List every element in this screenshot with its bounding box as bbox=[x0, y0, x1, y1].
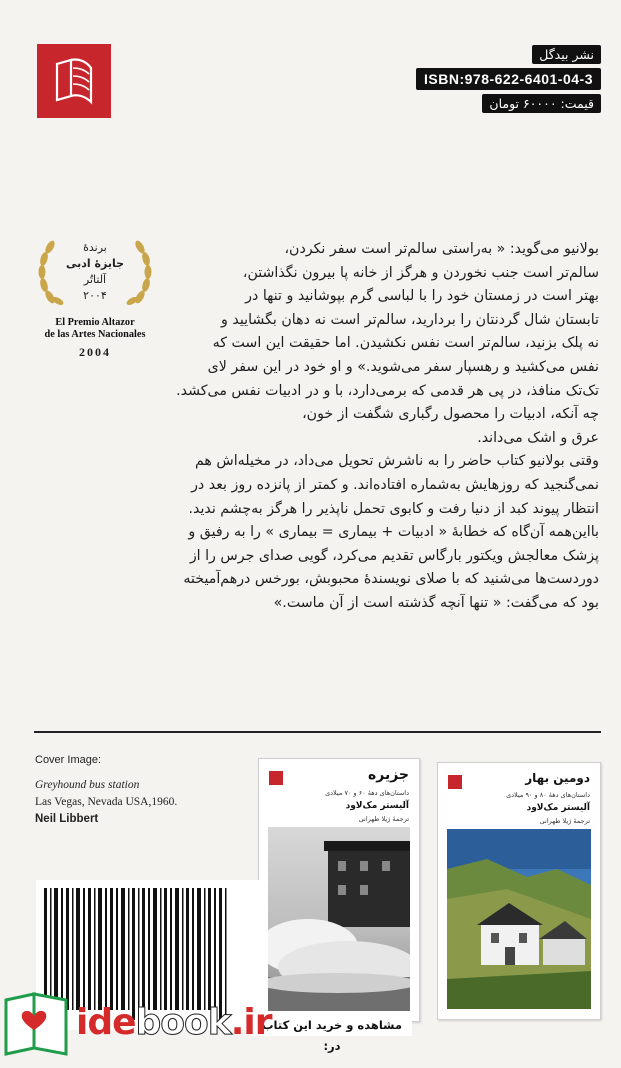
award-fa-year: ۲۰۰۴ bbox=[83, 289, 107, 302]
book-heart-icon bbox=[0, 986, 74, 1060]
credit-title: Greyhound bus station bbox=[35, 779, 140, 791]
related-book-island bbox=[258, 758, 420, 1022]
seaside-house-illustration bbox=[447, 829, 591, 1009]
credit-place: Las Vegas, Nevada USA,1960. bbox=[35, 796, 178, 808]
book-title: جزیره bbox=[367, 767, 409, 783]
credit-heading: Cover Image: bbox=[35, 754, 102, 766]
publisher-info bbox=[416, 45, 601, 113]
award-fa-line3: آلتاتُر bbox=[83, 273, 107, 286]
stormy-house-illustration bbox=[268, 827, 410, 1011]
blurb-line: بااین‌همه آن‌گاه که خطابهٔ « ادبیات + بیماری = بیماری » را به رفیق و bbox=[188, 524, 599, 541]
idebook-logo[interactable] bbox=[0, 978, 272, 1068]
book-translator: ترجمۀ ژیلا طهرانی bbox=[539, 817, 590, 825]
blurb-line: بود که می‌گفت: « تنها آنچه گذشته است از آن ماست.» bbox=[273, 594, 599, 611]
book-translator: ترجمۀ ژیلا طهرانی bbox=[358, 815, 409, 823]
blurb-line: نفس می‌کشید و رهسپار سفر می‌شوید.» و او خود در این سفر لای bbox=[207, 358, 599, 375]
divider-rule bbox=[34, 731, 601, 733]
book-cover-photo bbox=[447, 829, 591, 1009]
blurb-line: عرق و اشک می‌داند. bbox=[477, 429, 599, 446]
award-year: 2004 bbox=[79, 345, 111, 359]
blurb-line: انتظار پیوند کبد از دنیا رفت و کابوی تحمل ناپذیر را هرگز به‌چشم ندید. bbox=[188, 500, 599, 517]
isbn: ISBN:978-622-6401-04-3 bbox=[416, 68, 601, 90]
award-es-line1: El Premio Altazor bbox=[55, 317, 135, 328]
blurb-line: تابستان شال گردنتان را بردارید، سالم‌تر است نه دهان بگشایید و bbox=[221, 311, 599, 328]
publisher-mark-icon bbox=[269, 771, 283, 785]
award-fa-line1: برندۀ bbox=[83, 241, 107, 254]
blurb-line: بهتر است در زمستان خود را با لباسی گرم بپوشانید و تنها در bbox=[245, 288, 599, 305]
book-fan-icon bbox=[51, 56, 97, 106]
blurb-line: چه آنکه، ادبیات را محصول رگباری شگفت از خون، bbox=[302, 406, 599, 423]
idebook-prefix: ide bbox=[76, 1002, 136, 1043]
book-subtitle: داستان‌های دهۀ ۶۰ و ۷۰ میلادی bbox=[325, 789, 409, 797]
blurb-line: پزشک معالجش ویکتور بارگاس تقدیم می‌کرد، گویی صدای جرس را از bbox=[189, 547, 599, 564]
book-cover-photo bbox=[268, 827, 410, 1011]
blurb-paragraph-1 bbox=[140, 238, 599, 450]
blurb-line: دوردست‌ها می‌شنید که با صلای نویسندهٔ محبوبش، بورخس درهم‌آمیخته bbox=[183, 571, 599, 588]
idebook-wordmark bbox=[76, 1002, 272, 1043]
award-fa-line2: جایزۀ ادبی bbox=[65, 257, 125, 270]
publisher-mark-icon bbox=[448, 775, 462, 789]
idebook-suffix: .ir bbox=[230, 1002, 272, 1043]
blurb-line: تک‌تک منافذ، در پی هر قدمی که برمی‌دارد، با و در ادبیات نفس می‌کشد. bbox=[176, 382, 599, 399]
publisher-name: نشر بیدگل bbox=[532, 45, 601, 64]
idebook-main: book bbox=[135, 1002, 231, 1043]
book-author: آلیستر مک‌لاود bbox=[345, 801, 409, 811]
blurb-line: سالم‌تر است جنب نخوردن و هرگز از خانه پا بیرون نگذاشتن، bbox=[242, 264, 599, 281]
publisher-logo bbox=[37, 44, 111, 118]
purchase-promo-text: مشاهده و خرید این کتاب در: bbox=[252, 1015, 412, 1036]
related-book-second-spring bbox=[437, 762, 601, 1020]
credit-photographer: Neil Libbert bbox=[35, 813, 99, 825]
book-subtitle: داستان‌های دهۀ ۸۰ و ۹۰ میلادی bbox=[506, 791, 590, 799]
book-author: آلیستر مک‌لاود bbox=[526, 803, 590, 813]
blurb-line: وقتی بولانیو کتاب حاضر را به ناشرش تحویل می‌داد، در مخیله‌اش هم bbox=[194, 453, 599, 470]
book-title: دومین بهار bbox=[525, 771, 590, 785]
blurb-line: بولانیو می‌گوید: « به‌راستی سالم‌تر است سفر نکردن، bbox=[284, 241, 599, 257]
cover-image-credit bbox=[35, 752, 177, 828]
price: قیمت: ۶۰۰۰۰ تومان bbox=[482, 94, 601, 113]
blurb-line: نه پلک بزنید، سالم‌تر است نفس نکشیدن. اما حقیقت این است که bbox=[212, 335, 599, 352]
blurb-paragraph-2 bbox=[140, 450, 599, 615]
award-es-line2: de las Artes Nacionales bbox=[44, 329, 146, 340]
blurb-line: نمی‌گنجید که روزهایش به‌شماره افتاده‌اند. و کمتر از پانزده روز بعد در bbox=[191, 476, 599, 493]
back-cover-blurb bbox=[140, 238, 599, 616]
